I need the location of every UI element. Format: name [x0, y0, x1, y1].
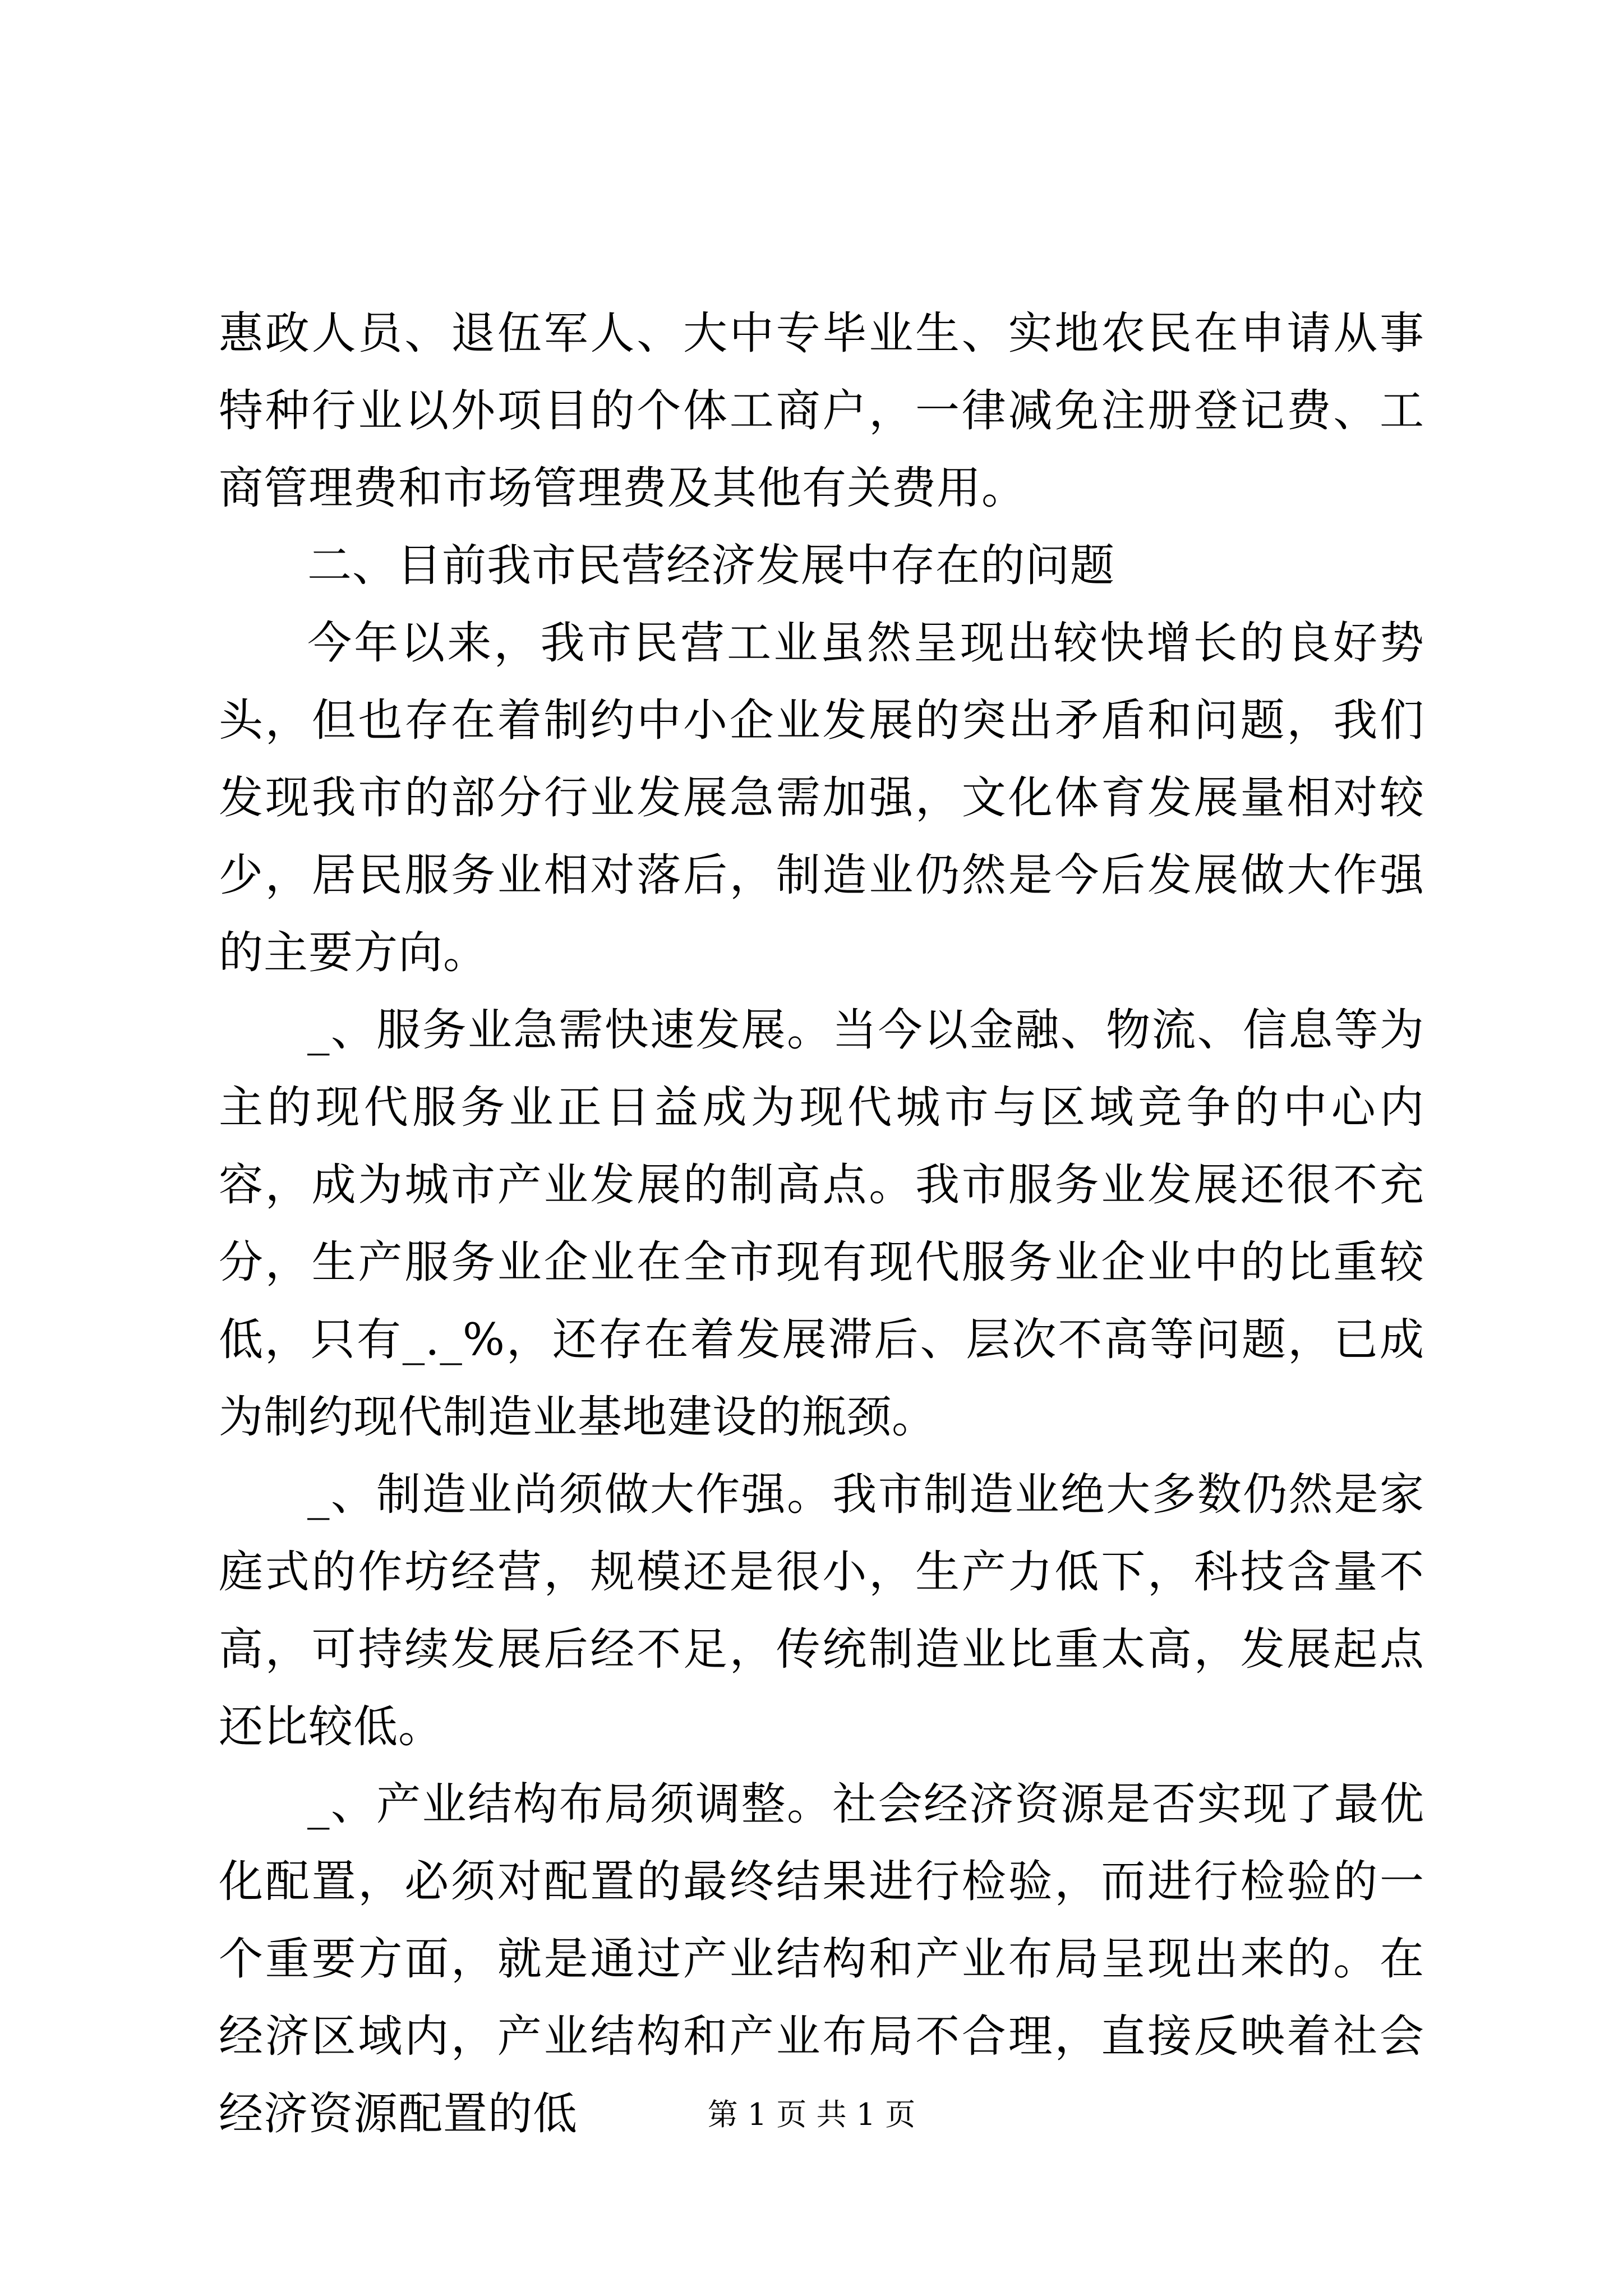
section-heading-problems: 二、目前我市民营经济发展中存在的问题	[307, 540, 1115, 591]
document-body	[219, 295, 1424, 2152]
page-number-footer: 第 1 页 共 1 页	[707, 2097, 916, 2132]
paragraph-service-industry: _、服务业急需快速发展。当今以金融、物流、信息等为主的现代服务业正日益成为现代城市与区域竞争的中心内容，成为城市产业发展的制高点。我市服务业发展还很不充分，生产服务业企业在全市现有现代服务业企业中的比重较低，只有_._%，还存在着发展滞后、层次不高等问题，已成为制约现代制造业基地建设的瓶颈。	[219, 1004, 1424, 1443]
paragraph-overview: 今年以来，我市民营工业虽然呈现出较快增长的良好势头，但也存在着制约中小企业发展的突出矛盾和问题，我们发现我市的部分行业发展急需加强，文化体育发展量相对较少，居民服务业相对落后，制造业仍然是今后发展做大作强的主要方向。	[219, 617, 1424, 978]
paragraph-fee-exemption: 惠政人员、退伍军人、大中专毕业生、实地农民在申请从事特种行业以外项目的个体工商户，一律减免注册登记费、工商管理费和市场管理费及其他有关费用。	[219, 307, 1424, 514]
paragraph-industry-structure: _、产业结构布局须调整。社会经济资源是否实现了最优化配置，必须对配置的最终结果进行检验，而进行检验的一个重要方面，就是通过产业结构和产业布局呈现出来的。在经济区域内，产业结构和产业布局不合理，直接反映着社会经济资源配置的低	[219, 1778, 1424, 2139]
paragraph-manufacturing: _、制造业尚须做大作强。我市制造业绝大多数仍然是家庭式的作坊经营，规模还是很小，生产力低下，科技含量不高，可持续发展后经不足，传统制造业比重太高，发展起点还比较低。	[219, 1469, 1424, 1752]
